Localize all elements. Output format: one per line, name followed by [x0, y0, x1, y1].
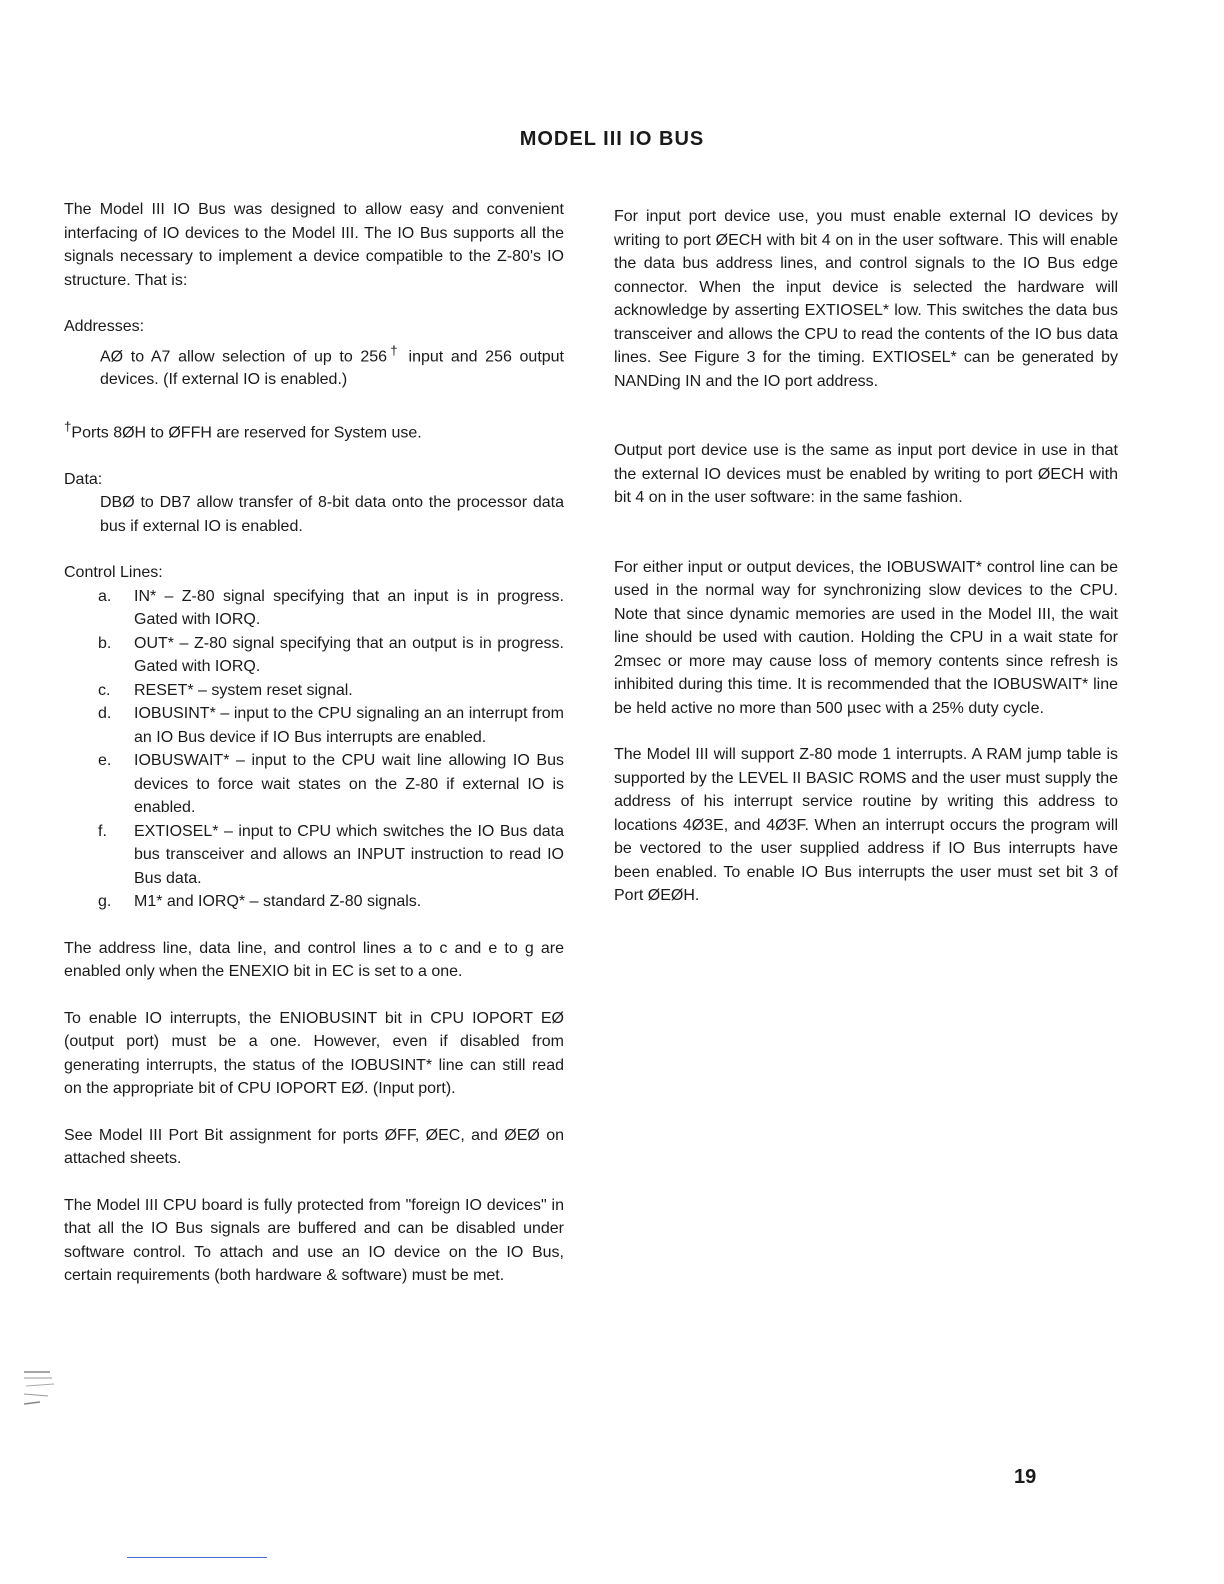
mode1-interrupt-paragraph: The Model III will support Z-80 mode 1 interrupts. A RAM jump table is supported by the LEVEL II BASIC ROMS and the user must supply the address of his interrupt service routine by writing this address to locations 4Ø3E, and 4Ø3F. When an interrupt occurs the program will be vectored to the user supplied address if IO Bus interrupts have been enabled. To enable IO Bus interrupts the user must set bit 3 of Port ØEØH.	[614, 746, 1118, 904]
list-item: g. M1* and IORQ* – standard Z-80 signals.	[98, 893, 422, 911]
scan-artifact-icon	[22, 1364, 56, 1412]
data-text: DBØ to DB7 allow transfer of 8-bit data onto the processor data bus if external IO is enabled.	[100, 494, 564, 535]
control-lines-label: Control Lines:	[64, 564, 163, 582]
addresses-text: AØ to A7 allow selection of up to 256† input and 256 output devices. (If external IO is enabled.)	[100, 342, 565, 389]
control-lines-list	[64, 585, 564, 914]
enable-paragraph: The address line, data line, and control lines a to c and e to g are enabled only when the ENEXIO bit in EC is set to a one.	[64, 939, 564, 981]
data-label: Data:	[64, 470, 103, 488]
list-item: a. IN* – Z-80 signal specifying that an input is in progress. Gated with IORQ.	[98, 587, 564, 629]
intro-paragraph: The Model III IO Bus was designed to allow easy and convenient interfacing of IO devices to the Model III. The IO Bus supports all the signals necessary to implement a device compatible to the Z-80's IO structure. That is:	[64, 201, 564, 289]
list-item: e. IOBUSWAIT* – input to the CPU wait line allowing IO Bus devices to force wait states on the Z-80 if external IO is enabled.	[98, 752, 564, 817]
left-column	[64, 198, 564, 1288]
protection-paragraph: The Model III CPU board is fully protected from "foreign IO devices" in that all the IO Bus signals are buffered and can be disabled under software control. To attach and use an IO device on the IO Bus, certain requirements (both hardware & software) must be met.	[64, 1196, 564, 1285]
input-port-paragraph: For input port device use, you must enable external IO devices by writing to port ØECH with bit 4 on in the user software. This will enable the data bus address lines, and control signals to the IO Bus edge connector. When the input device is selected the hardware will acknowledge by asserting EXTIOSEL* low. This switches the data bus transceiver and allows the CPU to read the contents of the IO bus data lines. See Figure 3 for the timing. EXTIOSEL* can be generated by NANDing IN and the IO port address.	[614, 208, 1118, 390]
ports-note: †Ports 8ØH to ØFFH are reserved for System use.	[64, 418, 422, 442]
divider	[127, 1557, 267, 1558]
interrupts-paragraph: To enable IO interrupts, the ENIOBUSINT bit in CPU IOPORT EØ (output port) must be a one. However, even if disabled from generating interrupts, the status of the IOBUSINT* line can still read on the appropriate bit of CPU IOPORT EØ. (Input port).	[64, 1009, 564, 1098]
right-column	[614, 205, 1118, 908]
addresses-label: Addresses:	[64, 318, 145, 335]
list-item: f. EXTIOSEL* – input to CPU which switches the IO Bus data bus transceiver and allows an INPUT instruction to read IO Bus data.	[98, 822, 564, 887]
see-ports-paragraph: See Model III Port Bit assignment for ports ØFF, ØEC, and ØEØ on attached sheets.	[64, 1126, 564, 1168]
page-number: 19	[1014, 1466, 1037, 1488]
list-item: c. RESET* – system reset signal.	[98, 681, 353, 699]
wait-line-paragraph: For either input or output devices, the IOBUSWAIT* control line can be used in the normal way for synchronizing slow devices to the CPU. Note that since dynamic memories are used in the Model III, the wait line should be used with caution. Holding the CPU in a wait state for 2msec or more may cause loss of memory contents since refresh is inhibited during this time. It is recommended that the IOBUSWAIT* line be held active no more than 500 µsec with a 25% duty cycle.	[614, 558, 1118, 717]
output-port-paragraph: Output port device use is the same as input port device in use in that the external IO devices must be enabled by writing to port ØECH with bit 4 on in the user software: in the same fashion.	[614, 442, 1118, 506]
page-title: MODEL III IO BUS	[519, 128, 705, 150]
dagger-mark: †	[387, 342, 401, 358]
list-item: b. OUT* – Z-80 signal specifying that an output is in progress. Gated with IORQ.	[98, 634, 564, 676]
list-item: d. IOBUSINT* – input to the CPU signaling an an interrupt from an IO Bus device if IO Bus interrupts are enabled.	[98, 705, 564, 746]
dagger-mark: †	[64, 418, 72, 434]
